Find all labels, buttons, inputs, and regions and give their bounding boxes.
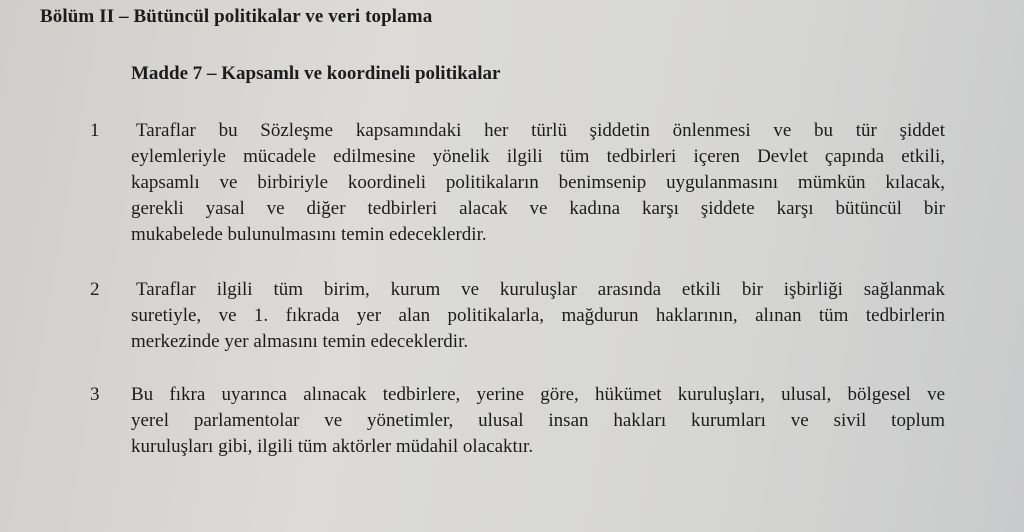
text-line: merkezinde yer almasını temin edeceklerdir. [131, 331, 469, 352]
text-line: Bu fıkra uyarınca alınacak tedbirlere, yerine göre, hükümet kuruluşları, ulusal, bölgesel ve [131, 384, 945, 405]
text-line: Taraflar ilgili tüm birim, kurum ve kuruluşlar arasında etkili bir işbirliği sağlanmak [136, 279, 945, 300]
paragraph-text [131, 277, 945, 355]
text-line: eylemleriyle mücadele edilmesine yönelik ilgili tüm tedbirleri içeren Devlet çapında etkili, [131, 146, 945, 167]
text-line: yerel parlamentolar ve yönetimler, ulusal insan hakları kurumları ve sivil toplum [131, 410, 945, 431]
text-line: gerekli yasal ve diğer tedbirleri alacak ve kadına karşı şiddete karşı bütüncül bir [131, 198, 945, 219]
paragraph-number: 3 [90, 384, 100, 405]
text-line: kapsamlı ve birbiriyle koordineli politikaların benimsenip uygulanmasını mümkün kılacak, [131, 172, 945, 193]
article-title: Madde 7 – Kapsamlı ve koordineli politikalar [131, 63, 501, 84]
paragraph-number: 2 [90, 279, 100, 300]
text-line: Taraflar bu Sözleşme kapsamındaki her türlü şiddetin önlenmesi ve bu tür şiddet [136, 120, 945, 141]
text-line: mukabelede bulunulmasını temin edeceklerdir. [131, 224, 487, 245]
paragraph-text [131, 118, 945, 248]
paragraph-number: 1 [90, 120, 100, 141]
text-line: kuruluşları gibi, ilgili tüm aktörler müdahil olacaktır. [131, 436, 534, 457]
paragraph-text [131, 382, 945, 460]
text-line: suretiyle, ve 1. fıkrada yer alan politikalarla, mağdurun haklarının, alınan tüm tedbirlerin [131, 305, 945, 326]
section-title: Bölüm II – Bütüncül politikalar ve veri toplama [40, 6, 433, 27]
